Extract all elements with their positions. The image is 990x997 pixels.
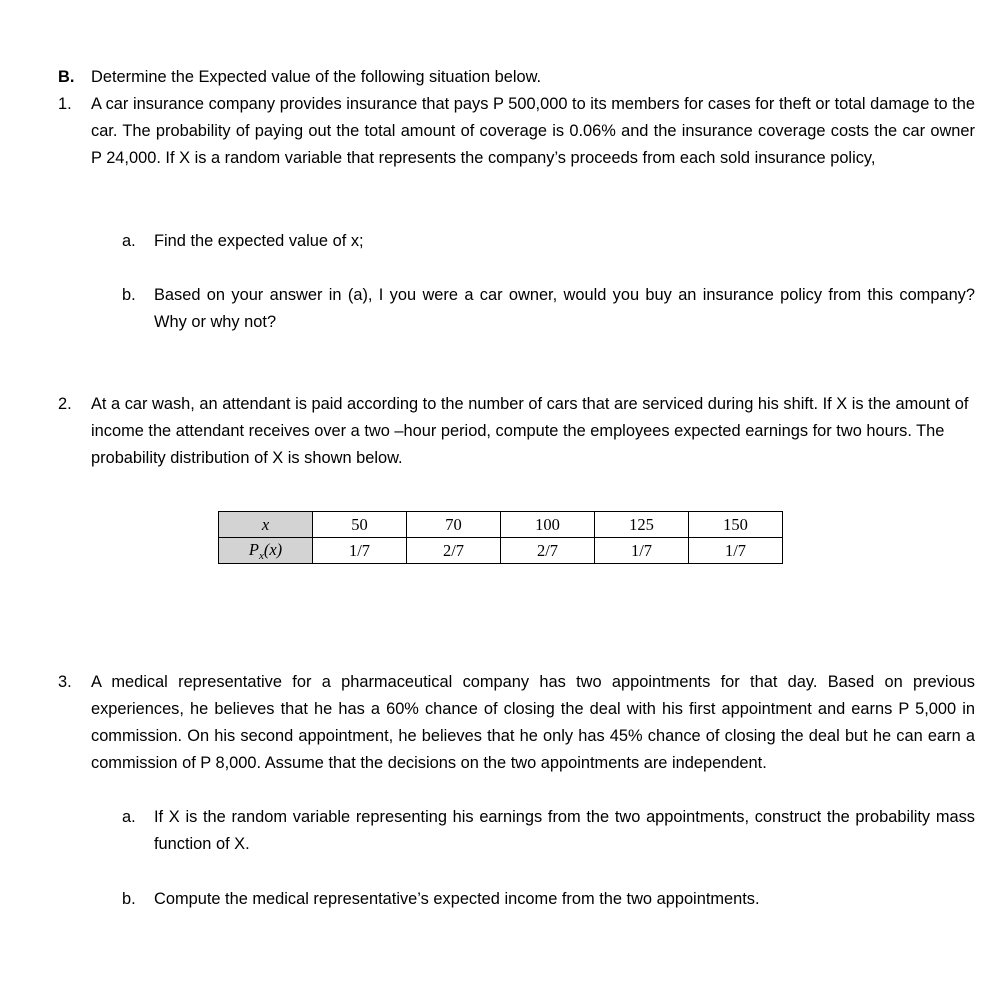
part-text: If X is the random variable representing his earnings from the two appointments, construct the probability mass function of X. — [154, 808, 975, 853]
question-1-number: 1. — [58, 95, 72, 113]
table-cell: 50 — [313, 512, 407, 538]
table-cell: 70 — [407, 512, 501, 538]
table-header-x: x — [219, 512, 313, 538]
table-cell: 2/7 — [501, 538, 595, 564]
question-3-text: A medical representative for a pharmaceutical company has two appointments for that day. Based on previous experiences, he believes that he has a 60% chance of closing the deal with his first appointment and earns P 5,000 in commission. On his second appointment, he believes that he only has 45% chance of closing the deal but he can earn a commission of P 8,000. Assume that the decisions on the two appointments are independent. — [91, 673, 975, 772]
question-1 — [58, 91, 975, 172]
table-cell: 1/7 — [313, 538, 407, 564]
table-cell: 100 — [501, 512, 595, 538]
question-1-part-b — [122, 282, 975, 336]
part-label: b. — [122, 890, 136, 908]
table-cell: 150 — [689, 512, 783, 538]
table-row-x — [219, 512, 783, 538]
question-1-text: A car insurance company provides insurance that pays P 500,000 to its members for cases for theft or total damage to the car. The probability of paying out the total amount of coverage is 0.06% and the insurance coverage costs the car owner P 24,000. If X is a random variable that represents the company’s proceeds from each sold insurance policy, — [91, 95, 975, 167]
table-row-probability — [219, 538, 783, 564]
prob-argument: (x) — [263, 539, 283, 559]
table-cell: 1/7 — [689, 538, 783, 564]
section-heading-text: Determine the Expected value of the following situation below. — [91, 68, 542, 86]
section-heading — [58, 64, 975, 91]
question-2-text: At a car wash, an attendant is paid according to the number of cars that are serviced during his shift. If X is the amount of income the attendant receives over a two –hour period, compute the employees expected earnings for two hours. The probability distribution of X is shown below. — [91, 395, 969, 467]
part-label: b. — [122, 286, 136, 304]
part-label: a. — [122, 808, 136, 826]
question-3-part-b — [122, 886, 975, 913]
table-cell: 1/7 — [595, 538, 689, 564]
prob-subscript: x — [258, 549, 264, 562]
question-1-part-a — [122, 228, 975, 255]
table-cell: 125 — [595, 512, 689, 538]
prob-symbol: P — [248, 539, 259, 559]
question-2 — [58, 391, 975, 472]
part-text: Find the expected value of x; — [154, 232, 364, 250]
part-text: Compute the medical representative’s expected income from the two appointments. — [154, 890, 760, 908]
question-3 — [58, 669, 975, 777]
part-label: a. — [122, 232, 136, 250]
probability-distribution-table — [218, 511, 783, 564]
section-label: B. — [58, 68, 75, 86]
question-3-part-a — [122, 804, 975, 858]
table-header-probability — [219, 538, 313, 564]
question-2-number: 2. — [58, 395, 72, 413]
question-3-number: 3. — [58, 673, 72, 691]
part-text: Based on your answer in (a), I you were a car owner, would you buy an insurance policy from this company? Why or why not? — [154, 286, 975, 331]
table-cell: 2/7 — [407, 538, 501, 564]
